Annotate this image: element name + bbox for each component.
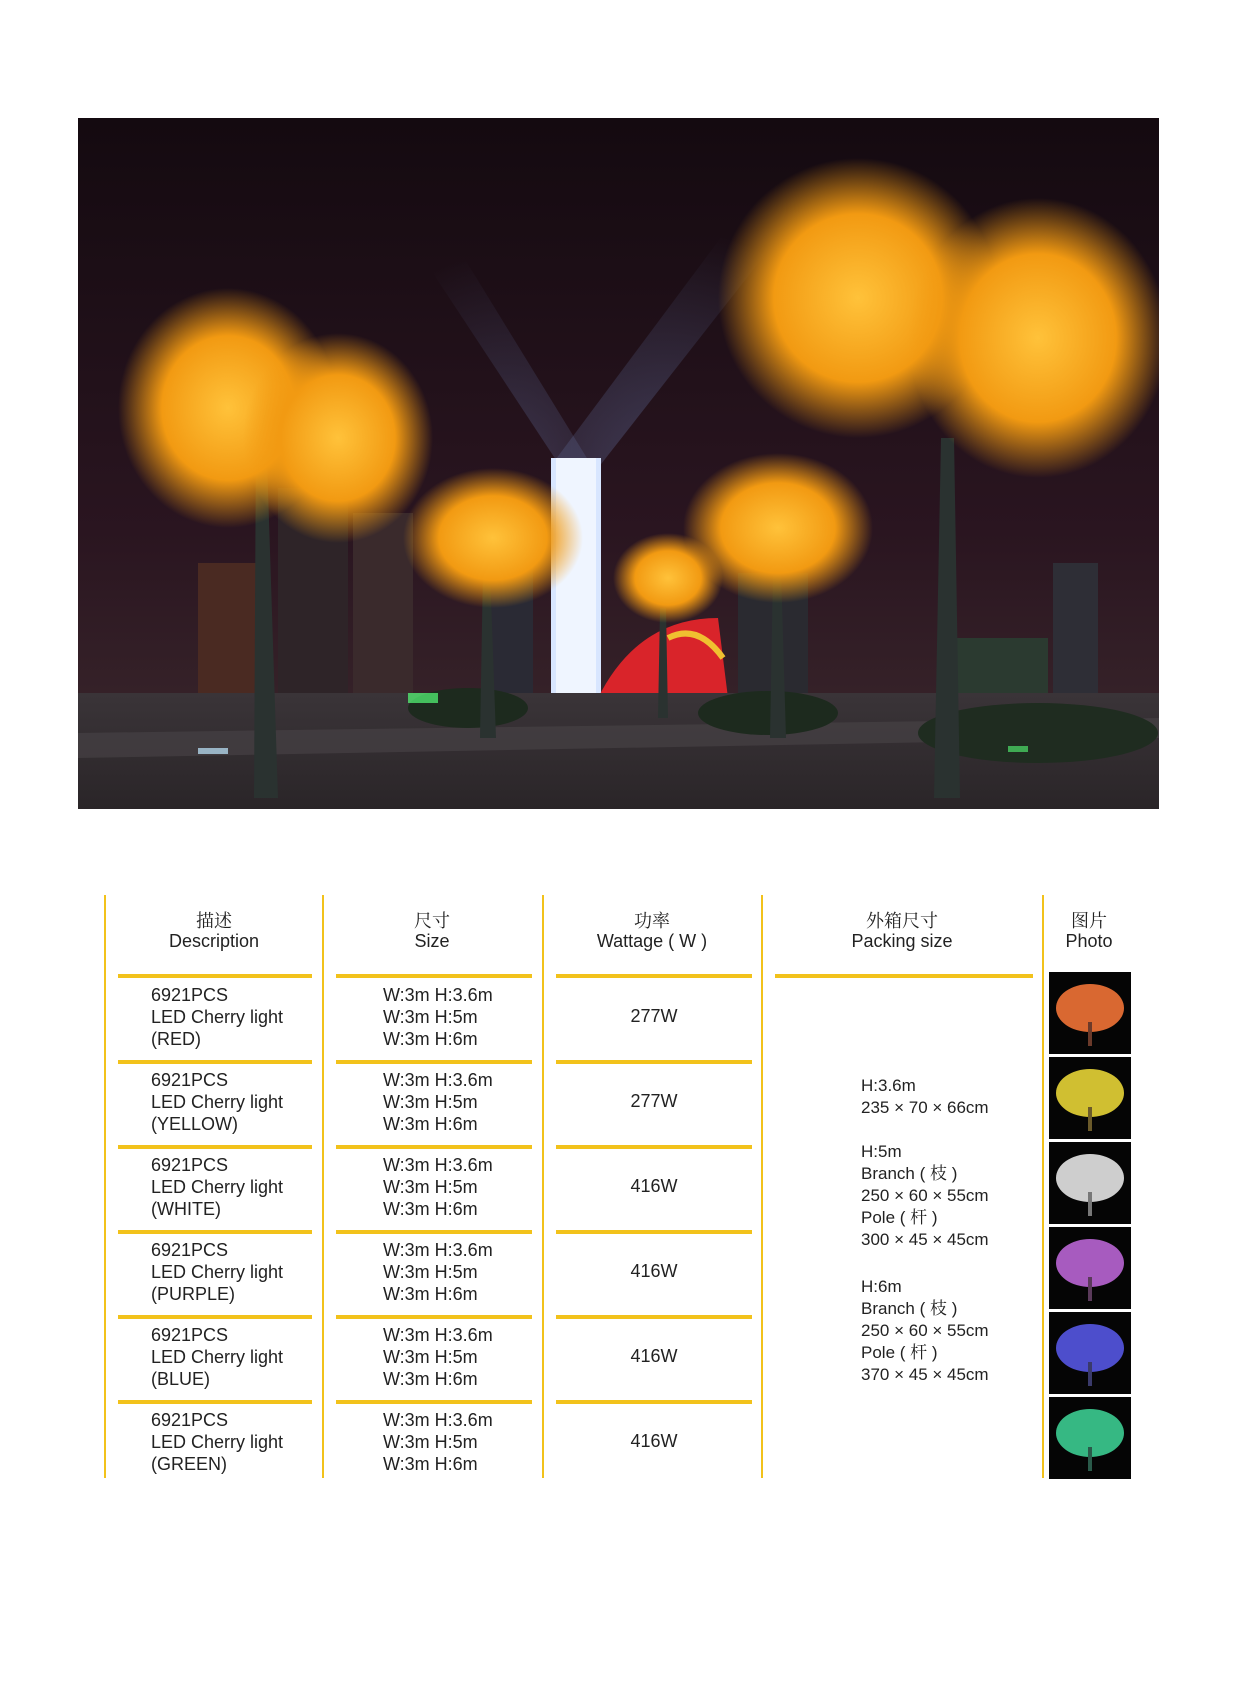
- header-photo: [1044, 911, 1134, 951]
- header-size-cn: 尺寸: [414, 911, 450, 931]
- row-rule: [118, 1400, 312, 1404]
- packing-pole-label: Pole ( 杆 ): [861, 1343, 938, 1362]
- size-line: W:3m H:3.6m: [383, 985, 493, 1005]
- hero-illustration: [78, 118, 1159, 809]
- header-rule: [775, 974, 1033, 978]
- packing-pole-label: Pole ( 杆 ): [861, 1208, 938, 1227]
- size-line: W:3m H:6m: [383, 1454, 478, 1474]
- size-line: W:3m H:3.6m: [383, 1070, 493, 1090]
- packing-label: H:6m: [861, 1277, 902, 1296]
- header-photo-en: Photo: [1065, 931, 1113, 951]
- packing-h6: [861, 1276, 989, 1386]
- packing-branch-label: Branch ( 枝 ): [861, 1164, 958, 1183]
- row-qty: 6921PCS: [151, 1070, 229, 1090]
- row-description: [151, 1324, 283, 1390]
- header-description-cn: 描述: [196, 911, 232, 931]
- row-sizes: [383, 1239, 493, 1305]
- row-description: [151, 984, 283, 1050]
- size-line: W:3m H:5m: [383, 1432, 478, 1452]
- row-rule: [336, 1315, 532, 1319]
- header-rule: [118, 974, 312, 978]
- size-line: W:3m H:6m: [383, 1284, 478, 1304]
- row-name: LED Cherry light: [151, 1262, 284, 1282]
- size-line: W:3m H:6m: [383, 1369, 478, 1389]
- row-qty: 6921PCS: [151, 1325, 229, 1345]
- row-wattage: 416W: [630, 1346, 678, 1366]
- product-spec-table: [104, 895, 1134, 1478]
- row-rule: [336, 1060, 532, 1064]
- header-description-en: Description: [168, 931, 260, 951]
- row-name: LED Cherry light: [151, 1347, 284, 1367]
- row-description: [151, 1154, 283, 1220]
- size-line: W:3m H:3.6m: [383, 1240, 493, 1260]
- header-size-en: Size: [414, 931, 450, 951]
- packing-branch-size: 250 × 60 × 55cm: [861, 1186, 989, 1205]
- row-wattage: 416W: [630, 1431, 678, 1451]
- size-line: W:3m H:5m: [383, 1262, 478, 1282]
- header-photo-cn: 图片: [1071, 911, 1107, 931]
- row-wattage: 416W: [630, 1176, 678, 1196]
- packing-h36: [861, 1075, 989, 1119]
- photo-red-tree: [1049, 972, 1131, 1054]
- header-wattage-cn: 功率: [634, 911, 670, 931]
- packing-size: 235 × 70 × 66cm: [861, 1098, 989, 1117]
- size-line: W:3m H:3.6m: [383, 1155, 493, 1175]
- row-rule: [556, 1060, 752, 1064]
- row-color: (BLUE): [151, 1369, 211, 1389]
- column-divider: [322, 895, 324, 1478]
- row-sizes: [383, 984, 493, 1050]
- photo-yellow-tree: [1049, 1057, 1131, 1139]
- row-wattage: 277W: [630, 1006, 678, 1026]
- size-line: W:3m H:3.6m: [383, 1325, 493, 1345]
- column-divider: [761, 895, 763, 1478]
- row-name: LED Cherry light: [151, 1177, 284, 1197]
- row-rule: [336, 1145, 532, 1149]
- row-color: (RED): [151, 1029, 201, 1049]
- row-description: [151, 1239, 283, 1305]
- row-sizes: [383, 1409, 493, 1475]
- row-name: LED Cherry light: [151, 1007, 284, 1027]
- header-size: [332, 911, 532, 951]
- row-color: (PURPLE): [151, 1284, 236, 1304]
- packing-pole-size: 370 × 45 × 45cm: [861, 1365, 989, 1384]
- row-rule: [118, 1060, 312, 1064]
- size-line: W:3m H:6m: [383, 1114, 478, 1134]
- row-rule: [118, 1145, 312, 1149]
- photo-purple-tree: [1049, 1227, 1131, 1309]
- row-rule: [556, 1315, 752, 1319]
- row-rule: [556, 1230, 752, 1234]
- row-rule: [118, 1315, 312, 1319]
- row-name: LED Cherry light: [151, 1092, 284, 1112]
- packing-pole-size: 300 × 45 × 45cm: [861, 1230, 989, 1249]
- row-color: (GREEN): [151, 1454, 227, 1474]
- row-rule: [556, 1400, 752, 1404]
- row-description: [151, 1409, 283, 1475]
- header-rule: [556, 974, 752, 978]
- column-divider: [1042, 895, 1044, 1478]
- size-line: W:3m H:6m: [383, 1199, 478, 1219]
- packing-h5: [861, 1141, 989, 1251]
- row-wattage: 277W: [630, 1091, 678, 1111]
- header-description: [114, 911, 314, 951]
- column-divider: [104, 895, 106, 1478]
- header-packing-size: [771, 911, 1033, 951]
- row-qty: 6921PCS: [151, 985, 229, 1005]
- packing-label: H:3.6m: [861, 1076, 916, 1095]
- row-name: LED Cherry light: [151, 1432, 284, 1452]
- size-line: W:3m H:5m: [383, 1347, 478, 1367]
- packing-branch-size: 250 × 60 × 55cm: [861, 1321, 989, 1340]
- size-line: W:3m H:5m: [383, 1007, 478, 1027]
- row-description: [151, 1069, 283, 1135]
- size-line: W:3m H:5m: [383, 1092, 478, 1112]
- photo-green-tree: [1049, 1397, 1131, 1479]
- row-rule: [556, 1145, 752, 1149]
- packing-label: H:5m: [861, 1142, 902, 1161]
- hero-photo-night-plaza: [78, 118, 1159, 809]
- column-divider: [542, 895, 544, 1478]
- photo-blue-tree: [1049, 1312, 1131, 1394]
- row-qty: 6921PCS: [151, 1155, 229, 1175]
- row-sizes: [383, 1154, 493, 1220]
- header-rule: [336, 974, 532, 978]
- row-qty: 6921PCS: [151, 1410, 229, 1430]
- size-line: W:3m H:6m: [383, 1029, 478, 1049]
- row-color: (YELLOW): [151, 1114, 239, 1134]
- row-rule: [336, 1230, 532, 1234]
- size-line: W:3m H:5m: [383, 1177, 478, 1197]
- packing-branch-label: Branch ( 枝 ): [861, 1299, 958, 1318]
- header-packing-en: Packing size: [851, 931, 953, 951]
- header-wattage: [552, 911, 752, 951]
- row-rule: [118, 1230, 312, 1234]
- row-rule: [336, 1400, 532, 1404]
- photo-white-tree: [1049, 1142, 1131, 1224]
- header-packing-cn: 外箱尺寸: [866, 911, 938, 931]
- row-sizes: [383, 1324, 493, 1390]
- header-wattage-en: Wattage ( W ): [596, 931, 708, 951]
- row-sizes: [383, 1069, 493, 1135]
- size-line: W:3m H:3.6m: [383, 1410, 493, 1430]
- row-wattage: 416W: [630, 1261, 678, 1281]
- row-qty: 6921PCS: [151, 1240, 229, 1260]
- row-color: (WHITE): [151, 1199, 221, 1219]
